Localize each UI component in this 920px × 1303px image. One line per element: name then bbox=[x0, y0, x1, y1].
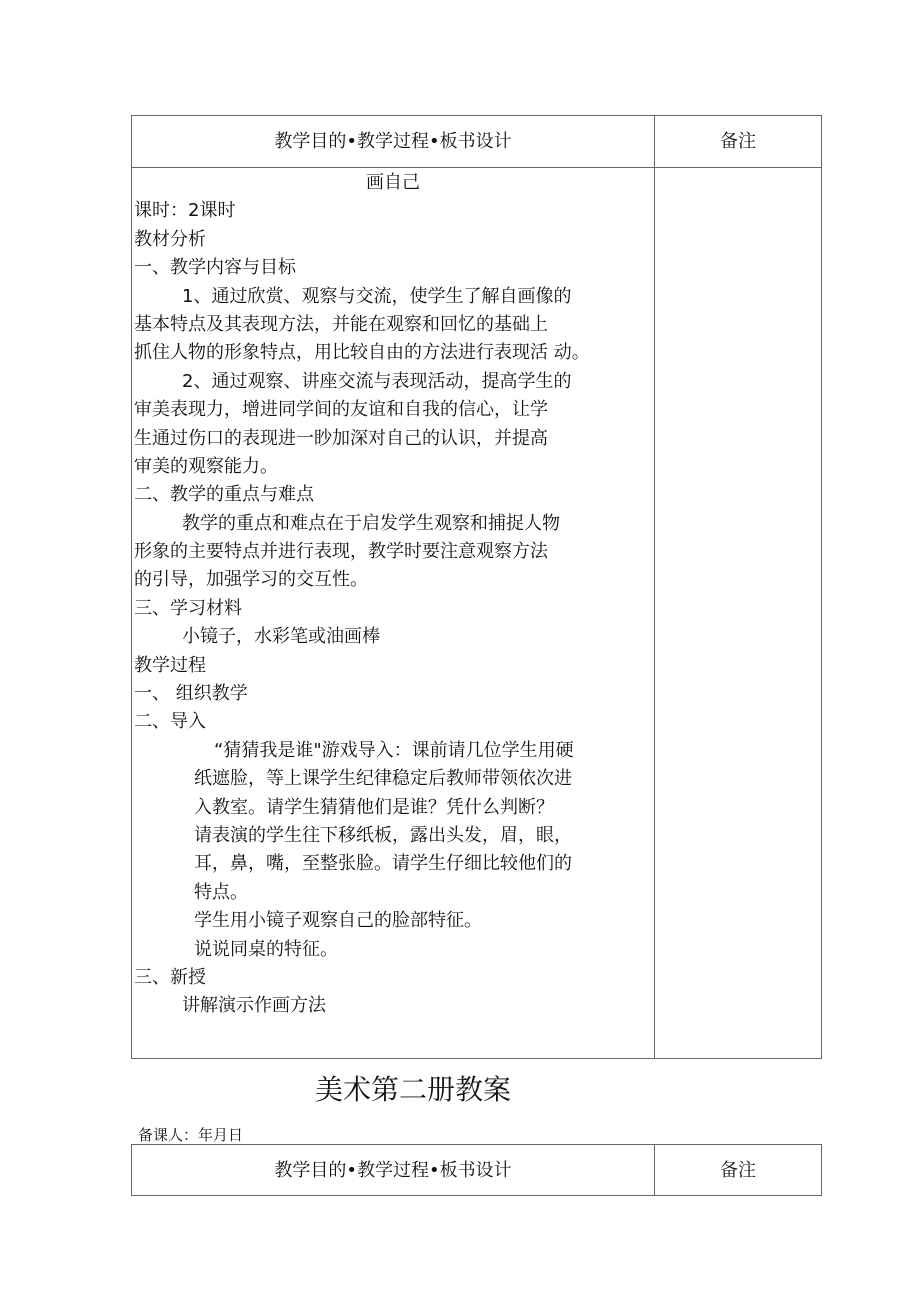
header-remarks: 备注 bbox=[720, 1160, 756, 1181]
section-heading: 二、教学的重点与难点 bbox=[134, 484, 314, 506]
column-divider bbox=[654, 116, 655, 1058]
header-remarks: 备注 bbox=[720, 131, 756, 152]
paragraph-line: 审美的观察能力。 bbox=[134, 455, 278, 477]
paragraph-line: 2、通过观察、讲座交流与表现活动，提高学生的 bbox=[182, 370, 572, 392]
lesson-plan-table bbox=[131, 115, 822, 1059]
paragraph-line: 耳，鼻，嘴，至整张脸。请学生仔细比较他们的 bbox=[194, 853, 572, 875]
section-heading: 教学过程 bbox=[134, 654, 206, 676]
paragraph-line: 生通过伤口的表现进一眇加深对自己的认识，并提高 bbox=[134, 427, 548, 449]
paragraph-line: 抓住人物的形象特点，用比较自由的方法进行表现活 动。 bbox=[134, 342, 590, 364]
header-divider bbox=[132, 167, 821, 168]
section-heading: 教材分析 bbox=[134, 228, 206, 250]
paragraph-line: 审美表现力，增进同学间的友谊和自我的信心，让学 bbox=[134, 399, 548, 421]
document-title: 美术第二册教案 bbox=[314, 1073, 511, 1106]
paragraph-line: 学生用小镜子观察自己的脸部特征。 bbox=[194, 910, 482, 932]
paragraph-line: 纸遮脸，等上课学生纪律稳定后教师带领依次进 bbox=[194, 768, 572, 790]
lesson-title: 画自己 bbox=[366, 172, 420, 193]
paragraph-line: 特点。 bbox=[194, 881, 248, 903]
lesson-content bbox=[134, 169, 652, 1021]
paragraph-line: 形象的主要特点并进行表现，教学时要注意观察方法 bbox=[134, 541, 548, 563]
section-heading: 二、导入 bbox=[134, 711, 206, 733]
section-heading: 三、学习材料 bbox=[134, 597, 242, 619]
paragraph-line: “猜猜我是谁"游戏导入：课前请几位学生用硬 bbox=[214, 739, 574, 761]
paragraph-line: 讲解演示作画方法 bbox=[182, 995, 326, 1017]
header-teaching-process: 教学目的•教学过程•板书设计 bbox=[274, 1160, 512, 1181]
paragraph-line: 1、通过欣赏、观察与交流，使学生了解自画像的 bbox=[182, 285, 572, 307]
section-heading: 一、 组织教学 bbox=[134, 683, 248, 705]
section-heading: 一、教学内容与目标 bbox=[134, 257, 296, 279]
paragraph-line: 教学的重点和难点在于启发学生观察和捕捉人物 bbox=[182, 512, 560, 534]
section-heading: 三、新授 bbox=[134, 966, 206, 988]
class-hours: 课时：2课时 bbox=[134, 200, 236, 222]
paragraph-line: 入教室。请学生猜猜他们是谁？凭什么判断？ bbox=[194, 796, 554, 818]
header-teaching-process: 教学目的•教学过程•板书设计 bbox=[274, 131, 512, 152]
paragraph-line: 请表演的学生往下移纸板，露出头发，眉，眼， bbox=[194, 824, 572, 846]
paragraph-line: 小镜子，水彩笔或油画棒 bbox=[182, 626, 380, 648]
paragraph-line: 说说同桌的特征。 bbox=[194, 938, 338, 960]
paragraph-line: 的引导，加强学习的交互性。 bbox=[134, 569, 368, 591]
preparer-line: 备课人：年月日 bbox=[138, 1126, 244, 1144]
paragraph-line: 基本特点及其表现方法，并能在观察和回忆的基础上 bbox=[134, 313, 548, 335]
lesson-plan-table-header bbox=[131, 1144, 822, 1196]
